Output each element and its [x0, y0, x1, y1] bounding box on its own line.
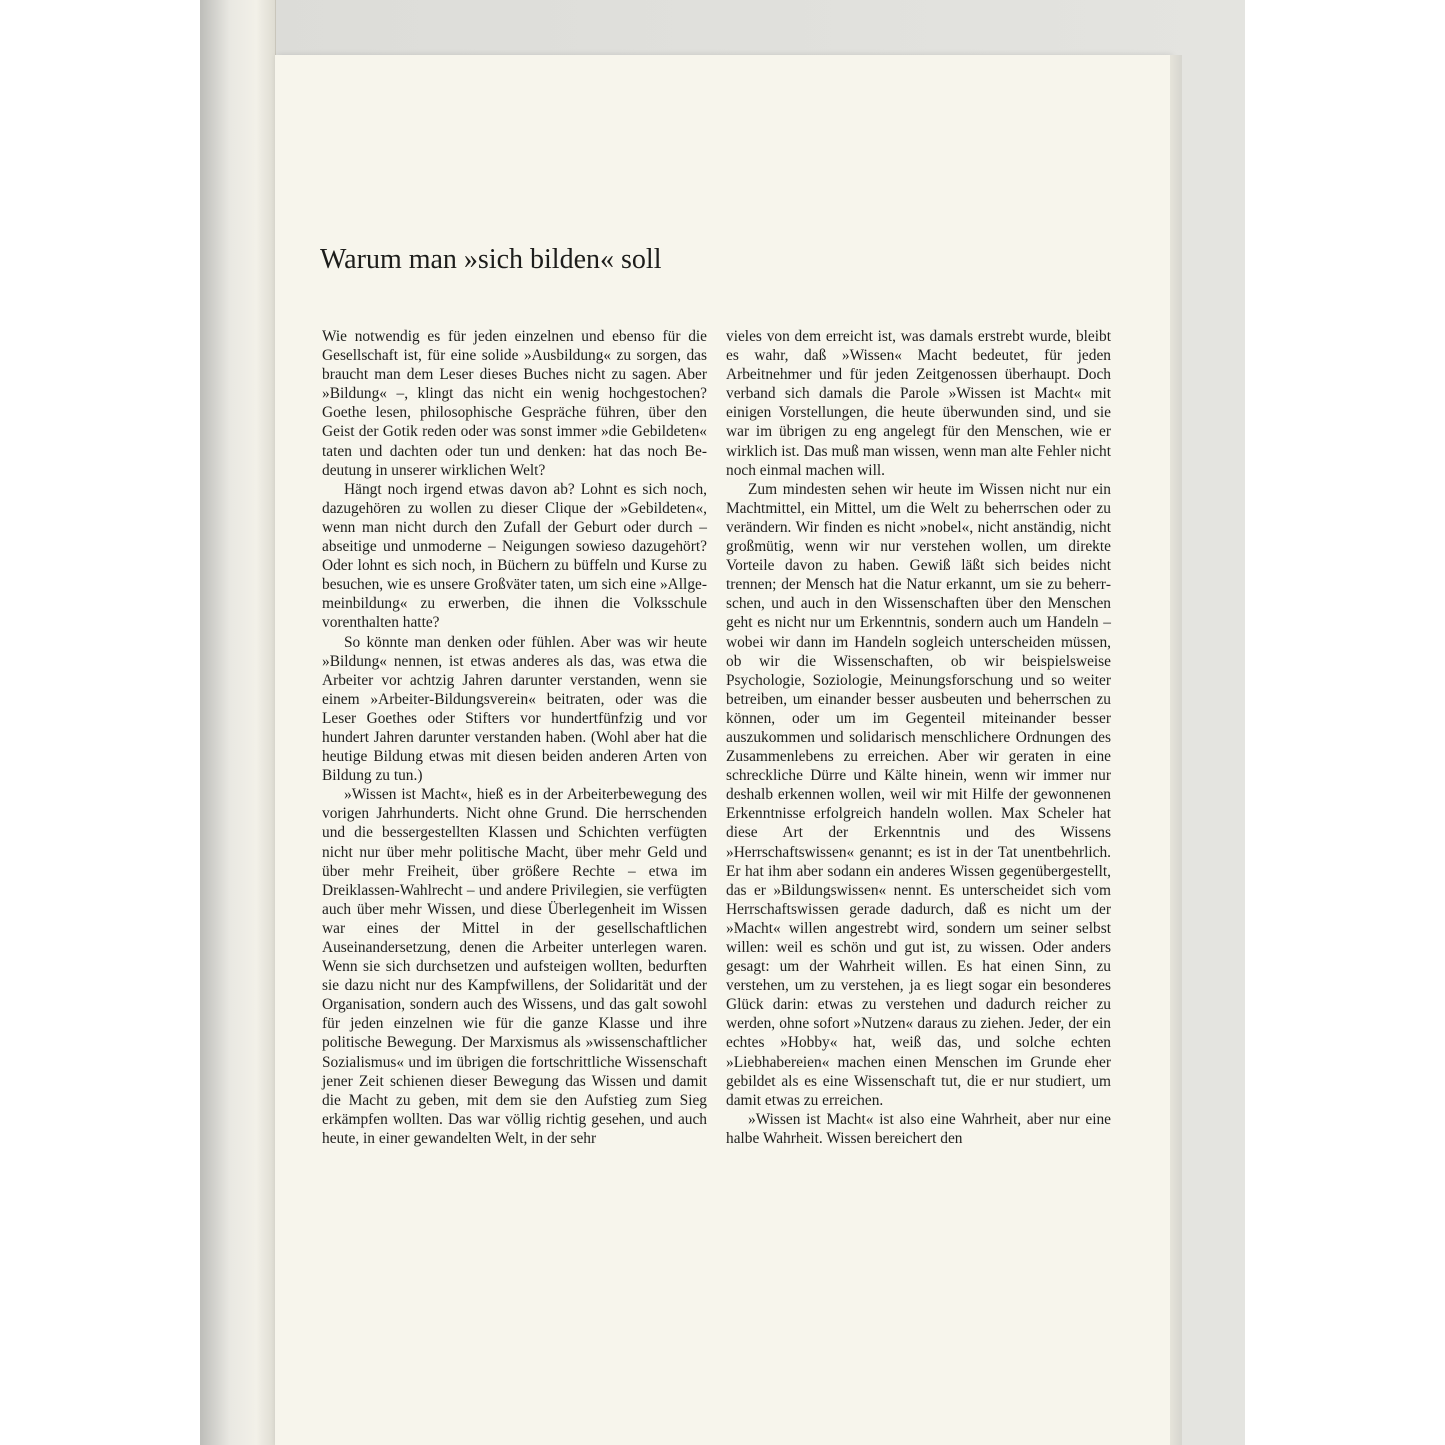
- paragraph: vieles von dem erreicht ist, was damals erstrebt wurde, bleibt es wahr, daß »Wissen« Macht bedeutet, für jeden Arbeitnehmer und für jeden Zeitgenossen überhaupt. Doch verband sich damals die Parole »Wissen ist Macht« mit einigen Vorstellungen, die heute überwunden sind, und sie war im übrigen zu eng angelegt für den Menschen, wie er wirklich ist. Das muß man wissen, wenn man alte Fehler nicht noch einmal machen will.: [726, 328, 1111, 479]
- page-edge: [1170, 55, 1182, 1445]
- paragraph: Zum mindesten sehen wir heute im Wissen nicht nur ein Machtmittel, ein Mittel, um die Welt zu beherrschen oder zu verändern. Wir finden es nicht »nobel«, nicht anständig, nicht großmütig, wenn wir nur verstehen wollen, um direkte Vorteile davon zu haben. Gewiß läßt sich beides nicht trennen; der Mensch hat die Natur erkannt, um sie zu beherrschen, und auch in den Wissenschaften über den Menschen geht es nicht nur um Erkenntnis, sondern auch um Handeln – wobei wir dann im Handeln sogleich unterscheiden müssen, ob wir die Wissenschaften, ob wir beispielsweise Psychologie, Soziologie, Meinungsforschung und so weiter betreiben, um einander besser ausbeuten und beherrschen zu können, oder um im Gegenteil miteinander besser auszukommen und solidarisch menschlichere Ordnungen des Zusammenlebens zu erreichen. Aber wir geraten in eine schreckliche Dürre und Kälte hinein, wenn wir immer nur deshalb erkennen wollen, weil wir mit Hilfe der gewonnenen Erkenntnisse erfolgreich handeln wollen. Max Scheler hat diese Art der Erkenntnis und des Wissens »Herrschaftswissen« genannt; es ist in der Tat unentbehrlich. Er hat ihm aber sodann ein anderes Wissen gegenübergestellt, das er »Bildungswissen« nennt. Es unterscheidet sich vom Herrschaftswissen gerade dadurch, daß es nicht um der »Macht« willen angestrebt wird, sondern um seiner selbst willen: weil es schön und gut ist, zu wissen. Oder anders gesagt: um der Wahrheit willen. Es hat einen Sinn, zu verstehen, um zu verstehen, ja es liegt sogar ein besonderes Glück darin: etwas zu verstehen und dadurch reicher zu werden, ohne sofort »Nutzen« daraus zu ziehen. Jeder, der ein echtes »Hobby« hat, weiß das, und solche echten »Liebhabereien« machen einen Menschen im Grunde eher gebildet als es eine Wissenschaft tut, die er nur studiert, um damit etwas zu erreichen.: [726, 480, 1111, 1109]
- paragraph: »Wissen ist Macht«, hieß es in der Arbeiterbewegung des vorigen Jahrhunderts. Nicht ohne Grund. Die herrschenden und die bessergestellten Klassen und Schichten verfügten nicht nur über mehr politische Macht, über mehr Geld und über mehr Freiheit, über größere Rechte – etwa im Dreiklassen-Wahlrecht – und andere Privilegien, sie verfügten auch über mehr Wissen, und diese Überlegenheit im Wissen war eines der Mittel in der gesellschaftlichen Auseinandersetzung, denen die Arbeiter unterlegen waren. Wenn sie sich durchsetzen und aufsteigen wollten, bedurften sie dazu nicht nur des Kampfwillens, der Solidarität und der Organisation, sondern auch des Wissens, und das galt sowohl für jeden einzelnen wie für die ganze Klasse und ihre politische Bewegung. Der Marxismus als »wissenschaftlicher Sozialismus« und im übrigen die fortschrittliche Wissenschaft jener Zeit schienen dieser Bewegung das Wissen und damit die Macht zu geben, mit dem sie den Aufstieg zum Sieg erkämpfen wollten. Das war völlig richtig gesehen, und auch heute, in einer gewandelten Welt, in der sehr: [322, 786, 707, 1147]
- paragraph: So könnte man denken oder fühlen. Aber was wir heute »Bildung« nennen, ist etwas anderes als das, was etwa die Arbeiter vor achtzig Jahren darunter verstanden, wenn sie einem »Arbeiter-Bildungsverein« beitraten, oder was die Leser Goethes oder Stifters vor hundertfünfzig und vor hundert Jahren darunter verstanden haben. (Wohl aber hat die heutige Bildung etwas mit diesen beiden anderen Arten von Bildung zu tun.): [322, 633, 707, 785]
- paragraph: »Wissen ist Macht« ist also eine Wahrheit, aber nur eine halbe Wahrheit. Wissen bereichert den: [726, 1110, 1111, 1147]
- paragraph: Wie notwendig es für jeden einzelnen und ebenso für die Gesellschaft ist, für eine solide »Ausbildung« zu sorgen, das braucht man dem Leser dieses Buches nicht zu sagen. Aber »Bildung« –, klingt das nicht ein wenig hochgestochen? Goethe lesen, philosophische Gespräche führen, über den Geist der Gotik reden oder was sonst immer »die Gebildeten« taten und dachten oder tun und denken: hat das noch Bedeutung in unserer wirklichen Welt?: [322, 328, 707, 479]
- book-spine-edge: [200, 0, 276, 1445]
- paragraph: Hängt noch irgend etwas davon ab? Lohnt es sich noch, dazugehören zu wollen zu dieser Clique der »Gebildeten«, wenn man nicht durch den Zufall der Geburt oder durch – abseitige und unmoderne – Neigungen sowieso dazugehört? Oder lohnt es sich noch, in Büchern zu büffeln und Kurse zu besuchen, wie es unsere Großväter taten, um sich eine »Allgemeinbildung« zu erwerben, die ihnen die Volksschule vorenthalten hatte?: [322, 480, 707, 632]
- text-column-right: [726, 327, 1111, 1148]
- text-column-left: [322, 327, 707, 1148]
- chapter-title: Warum man »sich bilden« soll: [320, 244, 662, 275]
